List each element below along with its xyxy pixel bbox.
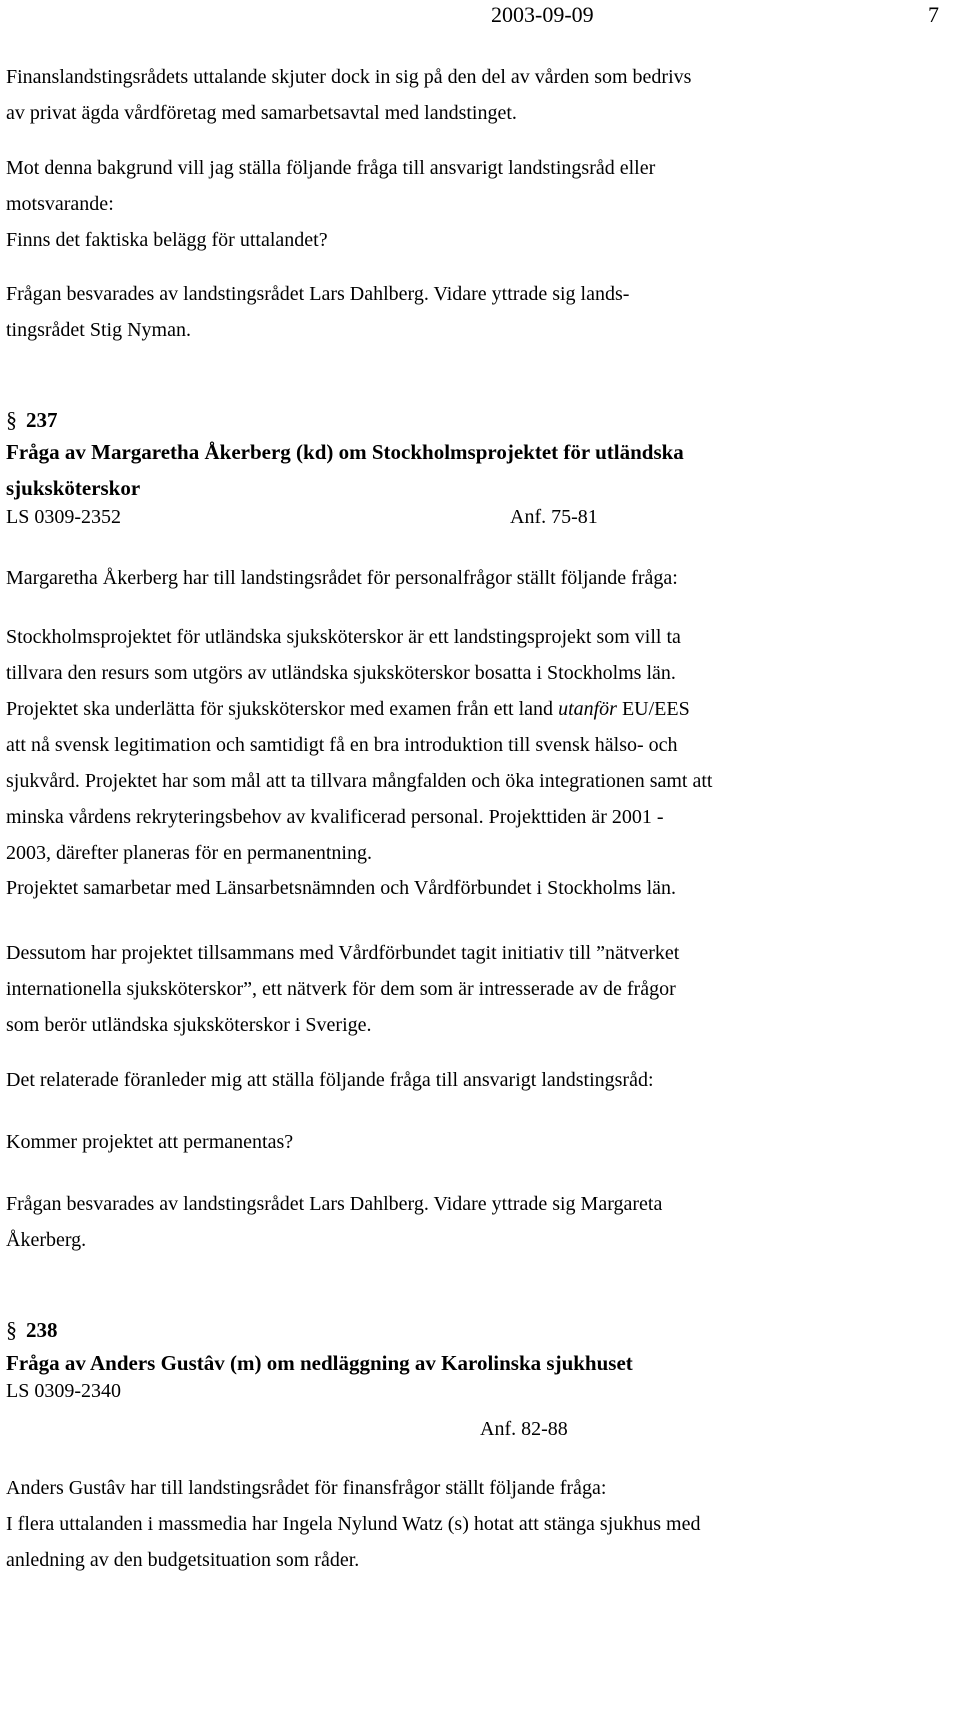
anf-reference: Anf. 75-81 — [510, 506, 598, 528]
intro-paragraph-1: Finanslandstingsrådets uttalande skjuter dock in sig på den del av vården som bedrivs av privat ägda vårdföretag med samarbetsavtal med landstinget. — [6, 66, 692, 124]
case-number: LS 0309-2352 — [6, 506, 121, 528]
question-body — [6, 619, 906, 871]
page-number: 7 — [928, 2, 939, 27]
question-intro: Margaretha Åkerberg har till landstingsrådet för personalfrågor ställt följande fråga: — [6, 567, 678, 589]
case-number: LS 0309-2340 — [6, 1380, 121, 1402]
question-body-part-2: EU/EES att nå svensk legitimation och samtidigt få en bra introduktion till svensk hälso- och sjukvård. Projektet har som mål att ta tillvara mångfalden och öka integrationen samt att minska vårdens rekryteringsbehov av kvalificerad personal. Projekttiden är 2001 - 2003, därefter planeras för en permanentning. — [6, 698, 713, 864]
anf-reference: Anf. 82-88 — [480, 1418, 568, 1440]
question-text: Kommer projektet att permanentas? — [6, 1131, 294, 1153]
section-symbol: § — [6, 1317, 17, 1342]
question-body-part-1: Stockholmsprojektet för utländska sjuksköterskor är ett landstingsprojekt som vill ta tillvara den resurs som utgörs av utländska sjuksköterskor bosatta i Stockholms län. Projektet ska underlätta för sjuksköterskor med examen från ett land — [6, 626, 681, 720]
section-symbol: § — [6, 407, 17, 432]
section-title: Fråga av Margaretha Åkerberg (kd) om Stockholmsprojektet för utländska sjuksköterskor — [6, 440, 684, 500]
question-lead-in: Det relaterade föranleder mig att ställa följande fråga till ansvarigt landstingsråd: — [6, 1069, 654, 1091]
intro-paragraph-2: Mot denna bakgrund vill jag ställa följande fråga till ansvarigt landstingsråd eller motsvarande: Finns det faktiska belägg för uttalandet? — [6, 157, 656, 251]
answer-paragraph: Frågan besvarades av landstingsrådet Lars Dahlberg. Vidare yttrade sig Margareta Åkerberg. — [6, 1193, 663, 1251]
network-paragraph: Dessutom har projektet tillsammans med Vårdförbundet tagit initiativ till ”nätverket internationella sjuksköterskor”, ett nätverk för dem som är intresserade av de frågor som berör utländska sjuksköterskor i Sverige. — [6, 942, 680, 1036]
header-date: 2003-09-09 — [491, 2, 594, 27]
section-number: 237 — [26, 408, 58, 432]
emphasized-word: utanför — [558, 698, 617, 720]
section-title: Fråga av Anders Gustâv (m) om nedläggning av Karolinska sjukhuset — [6, 1351, 633, 1375]
section-number: 238 — [26, 1318, 58, 1342]
question-paragraph: Anders Gustâv har till landstingsrådet för finansfrågor ställt följande fråga: I flera uttalanden i massmedia har Ingela Nylund Watz (s) hotat att stänga sjukhus med anledning av den budgetsituation som råder. — [6, 1477, 701, 1571]
cooperation-paragraph: Projektet samarbetar med Länsarbetsnämnden och Vårdförbundet i Stockholms län. — [6, 877, 676, 899]
intro-paragraph-3: Frågan besvarades av landstingsrådet Lars Dahlberg. Vidare yttrade sig lands- tingsrådet Stig Nyman. — [6, 283, 630, 341]
